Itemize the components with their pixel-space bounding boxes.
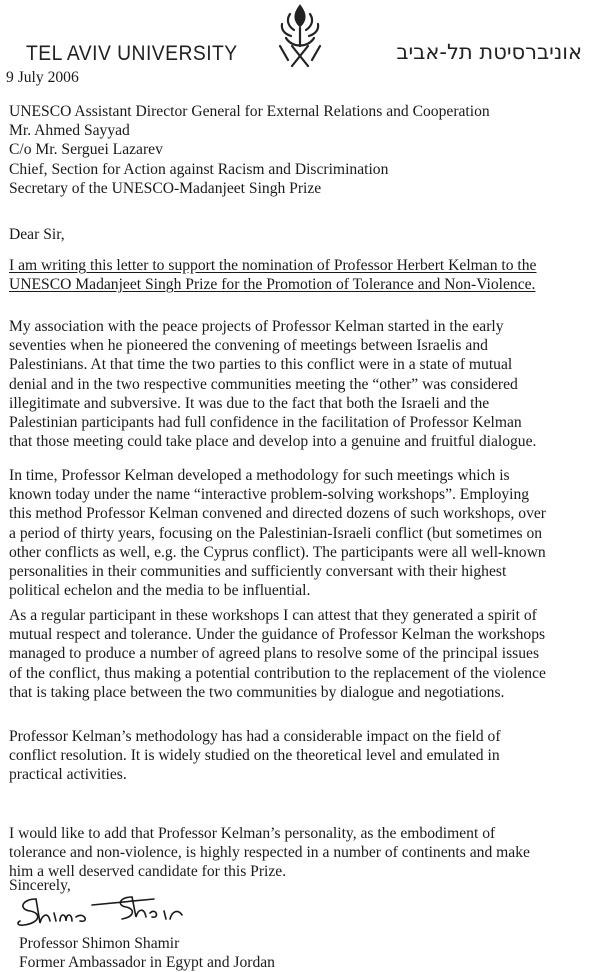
paragraph-line: a period of thirty years, focusing on the Palestinian-Israeli conflict (but sometimes on — [9, 524, 543, 542]
paragraph-association — [9, 317, 536, 451]
paragraph-line: that those meeting could take place and develop into a genuine and fruitful dialogue. — [9, 433, 537, 451]
paragraph-line: Professor Kelman’s methodology has had a considerable impact on the field of — [9, 728, 501, 745]
paragraph-line: illegitimate and subversive. It was due to the fact that both the Israeli and the — [9, 394, 490, 412]
paragraph-line: I would like to add that Professor Kelman’s personality, as the embodiment of — [9, 825, 496, 842]
letter-date: 9 July 2006 — [6, 69, 79, 86]
nomination-line: UNESCO Madanjeet Singh Prize for the Promotion of Tolerance and Non-Violence. — [9, 276, 536, 294]
paragraph-line: Palestinians. At that time the two parties to this conflict were in a state of mutual — [9, 356, 513, 374]
paragraph-line: known today under the name “interactive problem-solving workshops”. Employing — [9, 486, 530, 504]
paragraph-line: managed to produce a number of agreed plans to resolve some of the principal issues — [9, 645, 540, 663]
paragraph-line: mutual respect and tolerance. Under the guidance of Professor Kelman the workshops — [9, 626, 546, 644]
paragraph-line: personalities in their communities and sufficiently conversant with their highest — [9, 563, 507, 581]
letterhead-name-english: TEL AVIV UNIVERSITY — [26, 42, 238, 65]
handwritten-signature — [14, 893, 194, 933]
recipient-line: C/o Mr. Serguei Lazarev — [9, 141, 163, 159]
paragraph-line: seventies when he pioneered the convening of meetings between Israelis and — [9, 337, 488, 355]
paragraph-participation — [9, 606, 546, 702]
paragraph-line: tolerance and non-violence, is highly respected in a number of continents and make — [9, 844, 530, 862]
paragraph-line: As a regular participant in these workshops I can attest that they generated a spirit of — [9, 607, 537, 624]
paragraph-line: that is taking place between the two communities by dialogue and negotiations. — [9, 683, 505, 701]
nomination-statement — [9, 256, 536, 294]
salutation: Dear Sir, — [9, 226, 65, 243]
recipient-address — [9, 102, 490, 198]
recipient-line: UNESCO Assistant Director General for External Relations and Cooperation — [9, 103, 490, 120]
paragraph-impact — [9, 727, 501, 785]
paragraph-personality — [9, 824, 530, 882]
letterhead-name-hebrew: אוניברסיטת תל-אביב — [396, 40, 582, 64]
recipient-line: Mr. Ahmed Sayyad — [9, 122, 130, 140]
closing: Sincerely, — [9, 877, 71, 894]
letterhead — [0, 0, 603, 78]
paragraph-methodology — [9, 466, 546, 600]
paragraph-line: My association with the peace projects of Professor Kelman started in the early — [9, 318, 504, 335]
recipient-line: Chief, Section for Action against Racism and Discrimination — [9, 160, 389, 178]
paragraph-line: Palestinian participants had full confidence in the facilitation of Professor Kelman — [9, 414, 522, 432]
signatory-title: Former Ambassador in Egypt and Jordan — [19, 954, 275, 972]
paragraph-line: In time, Professor Kelman developed a methodology for such meetings which is — [9, 467, 510, 484]
paragraph-line: conflict resolution. It is widely studied on the theoretical level and emulated in — [9, 747, 500, 765]
paragraph-line: denial and in the two respective communities meeting the “other” was considered — [9, 375, 518, 393]
nomination-line: I am writing this letter to support the nomination of Professor Herbert Kelman to the — [9, 257, 537, 274]
recipient-line: Secretary of the UNESCO-Madanjeet Singh Prize — [9, 179, 322, 197]
signatory-name: Professor Shimon Shamir — [19, 935, 180, 952]
paragraph-line: other conflicts as well, e.g. the Cyprus conflict). The participants were all well-known — [9, 543, 546, 561]
paragraph-line: of the conflict, thus making a potential contribution to the replacement of the violence — [9, 664, 546, 682]
paragraph-line: this method Professor Kelman convened and directed dozens of such workshops, over — [9, 505, 546, 523]
paragraph-line: practical activities. — [9, 766, 127, 784]
paragraph-line: him a well deserved candidate for this Prize. — [9, 863, 287, 881]
paragraph-line: political echelon and the media to be influential. — [9, 582, 311, 600]
signatory-block — [19, 934, 275, 972]
